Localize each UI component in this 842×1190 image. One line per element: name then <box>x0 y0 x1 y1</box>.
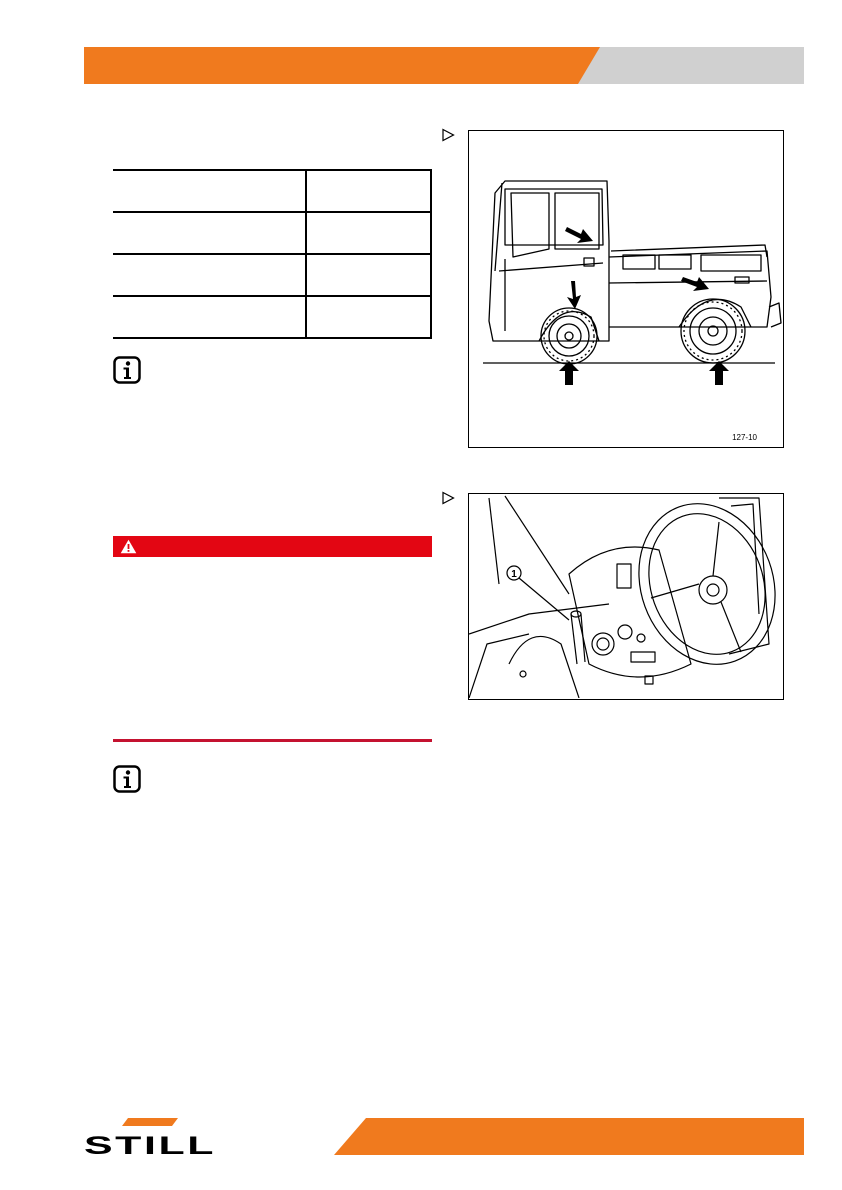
warning-icon <box>120 539 137 554</box>
steering-column-figure <box>468 493 784 700</box>
tractor-lift-points-figure <box>468 130 784 448</box>
info-icon <box>113 765 141 793</box>
still-logo <box>84 1117 216 1157</box>
header-bar <box>84 47 600 84</box>
table-row <box>113 170 431 212</box>
callout-number: 1 <box>511 569 517 580</box>
figure-pointer-icon <box>441 491 455 505</box>
info-icon <box>113 356 141 384</box>
warning-bar <box>113 536 432 557</box>
table-row <box>113 212 431 254</box>
steering-illustration <box>469 494 782 698</box>
table-row <box>113 296 431 338</box>
logo-text: STILL <box>84 1132 216 1157</box>
warning-end-rule <box>113 739 432 742</box>
table-row <box>113 254 431 296</box>
tractor-illustration <box>469 131 782 446</box>
specs-table <box>113 169 432 339</box>
footer-bar <box>334 1118 804 1155</box>
figure-pointer-icon <box>441 128 455 142</box>
figure-code: 127-10 <box>732 433 757 442</box>
header-tab <box>578 47 804 84</box>
